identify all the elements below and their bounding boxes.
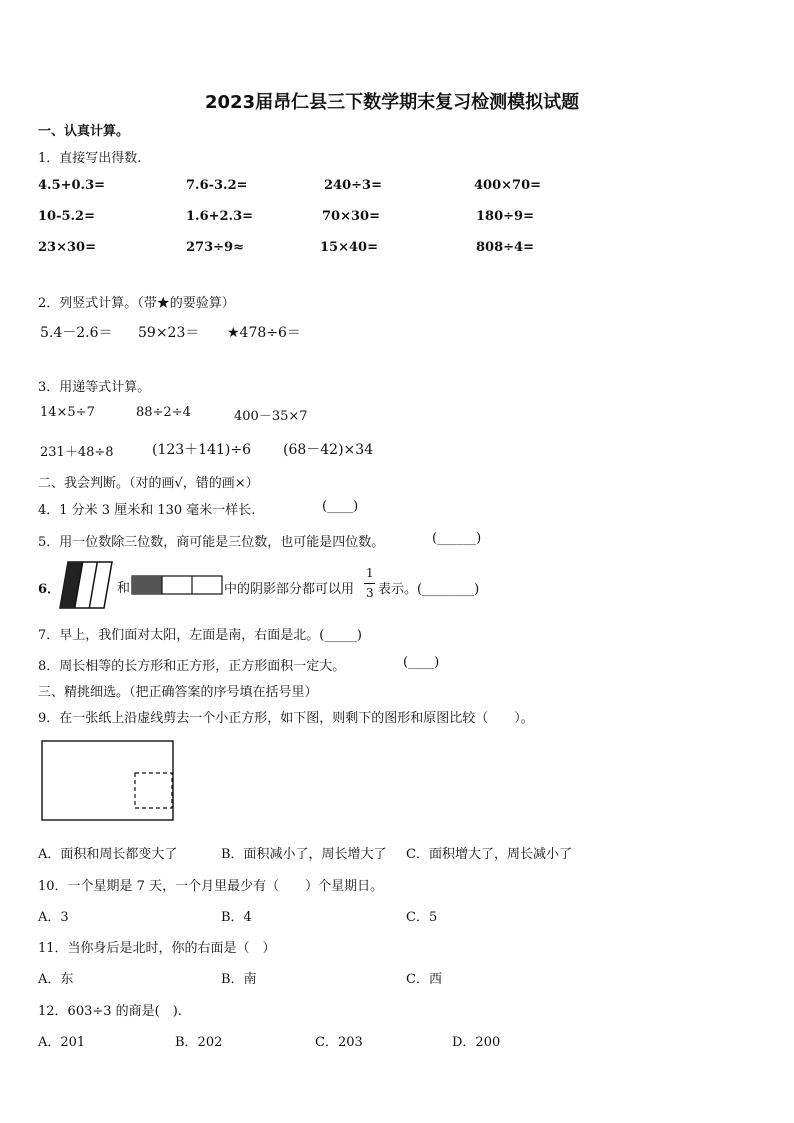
option-b[interactable]: B．202 (175, 1035, 223, 1050)
fraction-bar (364, 583, 375, 584)
option-d[interactable]: D．200 (452, 1035, 501, 1050)
calc-item: 240÷3= (324, 178, 382, 193)
calc-item: 808÷4= (476, 240, 534, 255)
bar-thirds-figure (131, 575, 223, 595)
option-a[interactable]: A．东 (38, 972, 74, 987)
question-11-text: 11．当你身后是北时，你的右面是（ ） (38, 941, 276, 956)
stepwise-calc-item: 400－35×7 (234, 409, 308, 424)
page-title: 2023届昂仁县三下数学期末复习检测模拟试题 (205, 92, 580, 113)
option-c[interactable]: C．5 (406, 910, 438, 925)
calc-item: 400×70= (474, 178, 542, 193)
question-10-text: 10．一个星期是 7 天，一个月里最少有（ ）个星期日。 (38, 879, 384, 894)
stepwise-calc-item: (123＋141)÷6 (152, 442, 252, 458)
vertical-calc-item: 5.4－2.6＝ (40, 325, 113, 341)
calc-item: 10-5.2= (38, 209, 95, 224)
answer-blank-8[interactable]: (____) (403, 655, 440, 670)
question-6-and: 和 (117, 581, 131, 596)
calc-item: 70×30= (322, 209, 380, 224)
calc-item: 23×30= (38, 240, 96, 255)
section-heading-1: 一、认真计算。 (38, 124, 130, 139)
question-6-number: 6． (38, 582, 61, 597)
stepwise-calc-item: 231＋48÷8 (40, 445, 114, 460)
question-5-text: 5．用一位数除三位数，商可能是三位数，也可能是四位数。 (38, 535, 385, 550)
question-4-text: 4．1 分米 3 厘米和 130 毫米一样长. (38, 503, 256, 518)
vertical-calc-item: 59×23＝ (138, 325, 200, 341)
section-heading-2: 二、我会判断。（对的画√，错的画×） (38, 476, 259, 491)
question-9-text: 9．在一张纸上沿虚线剪去一个小正方形，如下图，则剩下的图形和原图比较（ ）。 (38, 711, 534, 726)
fraction-denominator: 3 (366, 586, 374, 600)
question-6-text-end: 表示。(________) (378, 582, 480, 597)
answer-blank-4[interactable]: (____) (322, 499, 359, 514)
question-7-text: 7．早上，我们面对太阳，左面是南，右面是北。(_____) (38, 628, 362, 643)
question-3-label: 3．用递等式计算。 (38, 380, 151, 395)
question-6-text: 中的阴影部分都可以用 (224, 582, 355, 597)
stepwise-calc-item: 88÷2÷4 (136, 405, 191, 420)
calc-item: 15×40= (320, 240, 378, 255)
stepwise-calc-item: (68－42)×34 (283, 442, 374, 458)
option-c[interactable]: C．西 (406, 972, 442, 987)
calc-item: 273÷9≈ (186, 240, 244, 255)
question-2-label: 2．列竖式计算。（带★的要验算） (38, 296, 235, 311)
question-1-label: 1．直接写出得数. (38, 151, 142, 166)
option-b[interactable]: B．面积减小了，周长增大了 (221, 847, 387, 862)
calc-item: 180÷9= (476, 209, 534, 224)
paper-cut-figure (41, 740, 175, 822)
option-c[interactable]: C．203 (315, 1035, 363, 1050)
option-b[interactable]: B．南 (221, 972, 257, 987)
vertical-calc-item: ★478÷6＝ (227, 325, 301, 341)
section-heading-3: 三、精挑细选。（把正确答案的序号填在括号里） (38, 685, 318, 700)
calc-item: 1.6+2.3= (186, 209, 254, 224)
option-b[interactable]: B．4 (221, 910, 252, 925)
parallelogram-figure (58, 560, 114, 610)
question-12-text: 12．603÷3 的商是( ). (38, 1004, 182, 1019)
option-a[interactable]: A．面积和周长都变大了 (38, 847, 178, 862)
calc-item: 7.6-3.2= (186, 178, 248, 193)
option-a[interactable]: A．3 (38, 910, 69, 925)
option-c[interactable]: C．面积增大了，周长减小了 (406, 847, 572, 862)
calc-item: 4.5+0.3= (38, 178, 106, 193)
answer-blank-5[interactable]: (______) (432, 531, 482, 546)
option-a[interactable]: A．201 (38, 1035, 86, 1050)
stepwise-calc-item: 14×5÷7 (40, 405, 95, 420)
fraction-numerator: 1 (366, 566, 374, 580)
question-8-text: 8．周长相等的长方形和正方形，正方形面积一定大。 (38, 659, 346, 674)
